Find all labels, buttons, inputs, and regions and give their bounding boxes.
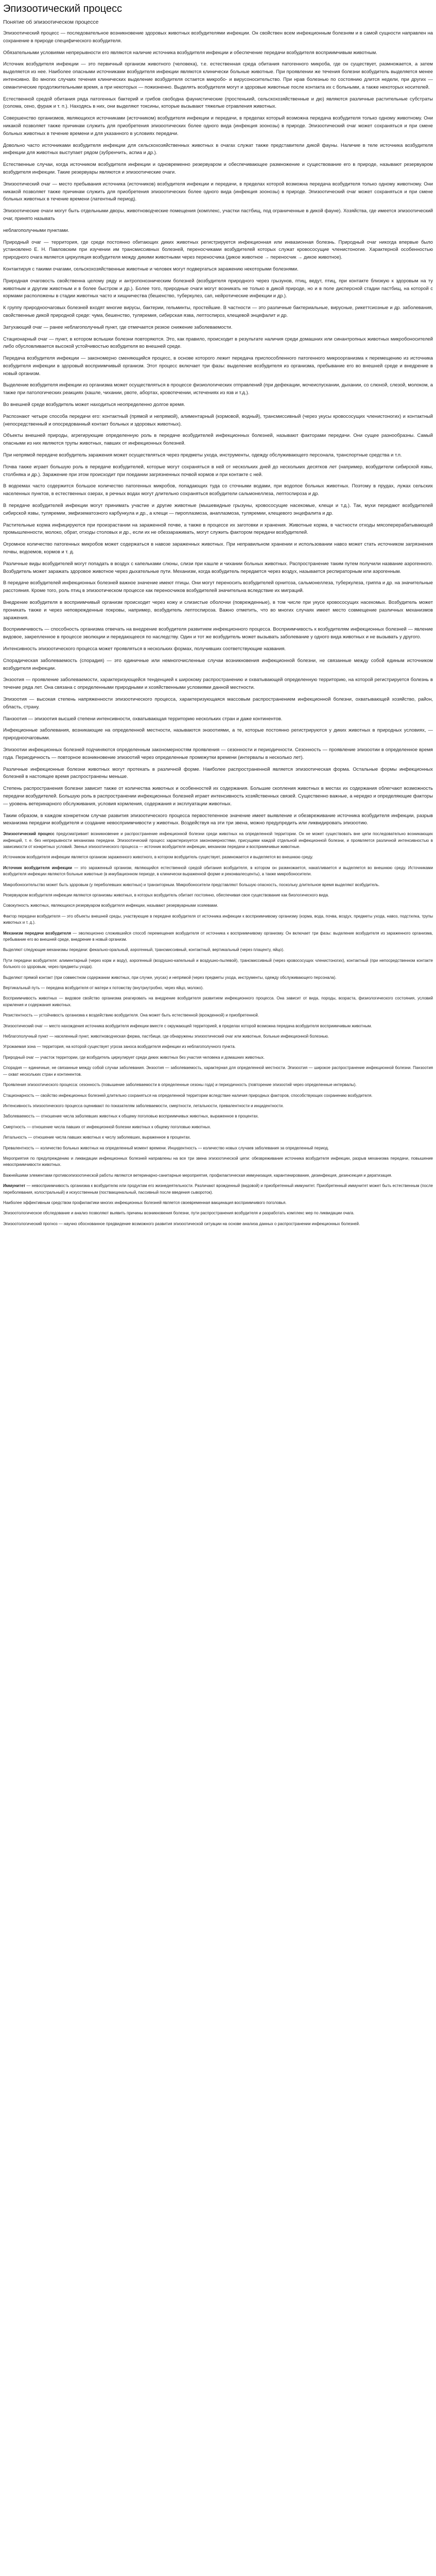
paragraph-text: Превалентность — количество больных животных на определенный момент времени. Инцидентность — количество новых случаев заболевания за определенный период.	[3, 1145, 329, 1150]
paragraph: Передача возбудителя инфекции — закономерно сменяющийся процесс, в основе которого лежит передача приспособленного патогенного микроорганизма к перемещению из источника возбудителя инфекции в здоровый восприимчивый организм. Этот процесс включает три фазы: выделение возбудителя из организма, пребывание его во внешней среде и внедрение в новый организм.	[3, 355, 433, 376]
paragraph-small	[3, 831, 433, 850]
paragraph: Затухающий очаг — ранее неблагополучный пункт, где отмечается резкое снижение заболеваемости.	[3, 324, 233, 330]
paragraph: В передаче возбудителей инфекционных болезней важное значение имеют птицы. Они могут переносить возбудителей орнитоза, сальмонеллеза, туберкулеза, гриппа и др. на значительные расстояния. Кроме того, роль птиц в эпизоотическом процессе как переносчиков возбудителей значительна вследствие их миграций.	[3, 580, 433, 594]
paragraph-small	[3, 985, 433, 991]
paragraph-text: Резистентность — устойчивость организма к воздействию возбудителя. Она может быть естественной (врожденной) и приобретенной.	[3, 1013, 259, 1018]
paragraph-text: Эпизоотический очаг — место нахождения источника возбудителя инфекции вместе с окружающей территорией, в пределах которой возможна передача возбудителя восприимчивым животным.	[3, 1023, 372, 1028]
paragraph-small	[3, 1023, 433, 1029]
paragraph-small	[3, 1221, 433, 1227]
paragraph: Эпизоотический очаг — место пребывания источника (источников) возбудителя инфекции и передачи, в пределах которой возможна передача возбудителя только одному животному. Они никакой позволяет также причинам служить для приобретения эпизоотических более одного вида (инфекция зоонозы) в природе. Эпизоотический очаг может сохраняться и при смене больных животных в течение времени (латентный период).	[3, 180, 433, 202]
paragraph: Различные виды возбудителей могут попадать в воздух с капельками слюны, слизи при кашле и чихании больных животных. Распространение таким путем получили название аэрогенного. Возбудитель может заражать здоровое животное через дыхательные пути. Механизм, когда возбудитель передается через воздух, называется респираторным или аэрогенным.	[3, 560, 433, 574]
term-bold: Иммунитет	[3, 1183, 26, 1189]
paragraph: Почва также играет большую роль в передаче возбудителей, которые могут сохраняться в ней от нескольких дней до нескольких десятков лет (например, возбудители сибирской язвы, столбняка и др.). Заражение при этом происходит при поедании загрязненных почвой кормов и при контакте с ней.	[3, 463, 433, 477]
paragraph-text: Наиболее эффективным средством профилактики многих инфекционных болезней является своевременная вакцинация восприимчивого поголовья.	[3, 1200, 287, 1205]
term-bold: Эпизоотический процесс	[3, 832, 55, 837]
paragraph-small	[3, 947, 433, 953]
paragraph: Естественные случаи, когда источником возбудителя инфекции и одновременно резервуаром и обеспечивающее размножение и существование его в природе, называют резервуаром возбудителя инфекции. Такие резервуары являются и эпизоотические очаги.	[3, 161, 433, 175]
paragraph: Спорадическая заболеваемость (спорадия) — это единичные или немногочисленные случаи возникновения инфекционной болезни, не связанные между собой единым источником возбудителя инфекции.	[3, 657, 433, 671]
paragraph-text: Проявления эпизоотического процесса: сезонность (повышение заболеваемости в определенные сезоны года) и периодичность (повторение эпизоотий через определенные интервалы).	[3, 1082, 357, 1088]
paragraph-small	[3, 930, 433, 943]
paragraph: Эпизоотии инфекционных болезней подчиняются определенным закономерностям проявления — сезонности и периодичности. Сезонность — проявление эпизоотии в определенное время года. Периодичность — повторное возникновение эпизоотий через определенные промежутки времени (интервалы в несколько лет).	[3, 746, 433, 760]
paragraph: Растительные корма инфицируются при произрастании на зараженной почве, а также в процессе их заготовки и хранения. Животные корма, в частности отходы мясоперерабатывающей промышленности, молоко, обрат, отходы столовых и др., если их не обеззараживать, могут служить фактором передачи возбудителей.	[3, 521, 433, 535]
term-bold: Механизм передачи возбудителя	[3, 930, 72, 936]
paragraph-text: Источником возбудителя инфекции является организм зараженного животного, в котором возбудитель существует, размножается и выделяется во внешнюю среду.	[3, 855, 313, 860]
paragraph: Эпизоотия — высокая степень напряженности эпизоотического процесса, характеризующаяся массовым распространением инфекционной болезни, охватывающей хозяйство, район, область, страну.	[3, 696, 433, 709]
paragraph: Эпизоотический процесс — последовательное возникновение здоровых животных возбудителями инфекции. Он свойствен всем инфекционным болезням и в самой сущности направлен на сохранение в природе специфического возбудителя.	[3, 30, 433, 43]
paragraph-small	[3, 1210, 433, 1216]
paragraph: Степень распространения болезни зависит также от количества животных и особенностей их содержания. Большие скопления животных в местах их содержания облегчают возможность передачи возбудителей. Большую роль в распространении инфекционных болезней играет интенсивность хозяйственных связей. Существенно важные, а нередко и определяющие факторы — уровень ветеринарного обслуживания, условия кормления, содержания и эксплуатации животных.	[3, 785, 433, 806]
paragraph-text: Природный очаг — участок территории, где возбудитель циркулирует среди диких животных без участия человека и домашних животных.	[3, 1055, 265, 1060]
paragraph: В водоемах часто содержится большое количество патогенных микробов, попадающих туда со сточными водами, при водопое больных животных. Поэтому в прудах, лужах сельских населенных пунктов, в естественных озерах, в речных водах могут длительно сохраняться возбудители сальмонеллеза, лептоспироза и др.	[3, 483, 433, 497]
paragraph-text: Эпизоотологическое обследование и анализ позволяют выявить причины возникновения болезни, пути распространения возбудителя и разработать комплекс мер по ликвидации очага.	[3, 1211, 355, 1216]
paragraph: Панзоотия — эпизоотия высшей степени интенсивности, охватывающая территорию нескольких стран и даже континентов.	[3, 715, 283, 721]
paragraph: Внедрение возбудителя в восприимчивый организм происходит через кожу и слизистые оболочки (поврежденные), в том числе при укусе кровососущих насекомых. Возбудитель может проникать также и через неповрежденные покровы, например, возбудитель лептоспироза. Важно отметить, что во многих случаях имеет место совмещение различных механизмов заражения.	[3, 599, 433, 620]
paragraph-small	[3, 892, 433, 899]
paragraph-text: Летальность — отношение числа павших животных к числу заболевших, выраженное в процентах.	[3, 1135, 191, 1140]
paragraph-small	[3, 1103, 433, 1109]
article-body-part2	[3, 831, 433, 1227]
page-title: Эпизоотический процесс	[3, 3, 123, 14]
paragraph-text: Важнейшими элементами противоэпизоотической работы являются ветеринарно-санитарные мероприятия, профилактическая иммунизация, карантинирование, дезинфекция, дезинсекция и дератизация.	[3, 1173, 392, 1178]
paragraph-text: Стационарность — свойство инфекционных болезней длительно сохраняться на определенной территории вследствие наличия природных факторов, способствующих сохранению возбудителя.	[3, 1093, 373, 1098]
paragraph-text: Выделяют следующие механизмы передачи: фекально-оральный, аэрогенный, трансмиссивный, контактный, вертикальный (через плаценту, яйцо).	[3, 947, 285, 953]
paragraph-text: Мероприятия по предупреждению и ликвидации инфекционных болезней направлены на все три звена эпизоотической цепи: обезвреживание источника возбудителя инфекции, разрыв механизма передачи, повышение невосприимчивости животных.	[3, 1156, 433, 1167]
paragraph: Восприимчивость — способность организма отвечать на внедрение возбудителя развитием инфекционного процесса. Восприимчивость к возбудителям инфекционных болезней — явление видовое, закрепленное в процессе эволюции и передающееся по наследству. Один и тот же возбудитель может вызывать заболевание у одного вида животных и не вызывать у другого.	[3, 626, 433, 640]
paragraph-text: Неблагополучный пункт — населенный пункт, животноводческая ферма, пастбище, где обнаружены эпизоотический очаг или животные, больные инфекционной болезнью.	[3, 1034, 329, 1039]
paragraph-small	[3, 995, 433, 1008]
paragraph-text: — невосприимчивость организма к возбудителю или продуктам его жизнедеятельности. Различают врожденный (видовой) и приобретенный иммунитет. Приобретенный иммунитет может быть естественным (после переболевания, колостральный) и искусственным (поствакцинальный, пассивный после введения сывороток).	[3, 1183, 433, 1195]
paragraph-small	[3, 854, 433, 860]
paragraph: Стационарный очаг — пункт, в котором вспышки болезни повторяются. Это, как правило, происходит в результате наличия среди домашних или синантропных животных микробоносителей либо обусловливается высокой устойчивостью возбудителя во внешней среде.	[3, 335, 433, 349]
paragraph-text: Спорадия — единичные, не связанные между собой случаи заболевания. Энзоотия — заболеваемость, характерная для определенной местности. Эпизоотия — широкое распространение инфекционной болезни. Панзоотия — охват нескольких стран и континентов.	[3, 1065, 433, 1077]
paragraph-text: Пути передачи возбудителя: алиментарный (через корм и воду), аэрогенный (воздушно-капельный и воздушно-пылевой), трансмиссивный (через кровососущих членистоногих), контактный (при непосредственном контакте больного со здоровым, через предметы ухода).	[3, 958, 433, 970]
paragraph-small	[3, 1200, 433, 1206]
paragraph-text: Эпизоотологический прогноз — научно обоснованное предвидение возможного развития эпизоотической ситуации на основе анализа данных о распространении инфекционных болезней.	[3, 1221, 360, 1226]
paragraph-text: — эволюционно сложившийся способ перемещения возбудителя от источника к восприимчивому организму. Он включает три фазы: выделение возбудителя из зараженного организма, пребывание его во внешней среде, внедрение в новый организм.	[3, 930, 433, 942]
paragraph-text: Совокупность животных, являющихся резервуаром возбудителя инфекции, называют резервуарными хозяевами.	[3, 903, 218, 908]
paragraph: Интенсивность эпизоотического процесса может проявляться в нескольких формах, получивших соответствующие названия.	[3, 646, 286, 651]
paragraph-small	[3, 975, 433, 981]
paragraph-small	[3, 1082, 433, 1088]
paragraph-small	[3, 903, 433, 909]
paragraph-text: Заболеваемость — отношение числа заболевших животных к общему поголовью восприимчивых животных, выраженное в процентах.	[3, 1114, 259, 1119]
paragraph: Различные инфекционные болезни животных могут протекать в различной форме. Наиболее распространенной является эпизоотическая форма. Остальные формы инфекционных болезней в настоящее время распространены меньше.	[3, 766, 433, 779]
paragraph-small	[3, 1113, 433, 1120]
paragraph-small	[3, 958, 433, 971]
paragraph: Совершенство организмов, являющихся источниками (источником) возбудителя инфекции и передачи, в пределах который возможна передача возбудителя только одному животному. Они никакой позволяет также причинам служить для приобретения эпизоотических более одного вида (инфекция зоонозы) в природе. Эпизоотический очаг может сохраняться и при смене больных животных в течение времени и для указанного в условиях передачи.	[3, 115, 433, 136]
paragraph-text: Восприимчивость животных — видовое свойство организма реагировать на внедрение возбудителя развитием инфекционного процесса. Она зависит от вида, породы, возраста, физиологического состояния, условий кормления и содержания животных.	[3, 996, 433, 1007]
paragraph: Таким образом, в каждом конкретном случае развития эпизоотического процесса первостепенное значение имеет выявление и обезвреживание источника возбудителя инфекции, разрыв механизма передачи возбудителя и создание невосприимчивости у животных. Воздействуя на эти три звена, можно предупредить или ликвидировать эпизоотию.	[3, 812, 433, 826]
paragraph: Природный очаг — территория, где среди постоянно обитающих диких животных регистрируется инфекционная или инвазионная болезнь. Природный очаг никогда впервые было установлено Е. Н. Павловским при изучении им трансмиссивных болезней, переносчиками возбудителей которых служат кровососущие членистоногие. Характерной особенностью природного очага является циркуляция возбудителя между дикими животными через переносчика (дикое животное → переносчик → дикое животное).	[3, 239, 433, 260]
paragraph: Во внешней среде возбудитель может находиться неопределенно долгое время.	[3, 401, 185, 408]
article-body-part1	[3, 29, 433, 827]
paragraph: Источник возбудителя инфекции — это первичный организм животного (человека), т.е. естественная среда обитания патогенного микроба, где он существует, размножается, а затем выделяется из нее. Наиболее опасными источниками возбудителя инфекции являются клинически больные животные. При проявлении же течения болезни возбудитель выделяется менее интенсивно. Во многих случаях течения клинических выделение возбудителя остается микробо- и вирусоносительство. При нрав болезнью по состоянию длится недели, при других — семантические продолжительными время, а при некоторых — пожизненно. Выделять возбудителя могут и здоровые животные после контакта их с больными, а также некоторых носителей.	[3, 61, 433, 90]
article-page	[0, 0, 436, 1236]
paragraph: Довольно часто источниками возбудителя инфекции для сельскохозяйственных животных в очагах служат также представители дикой фауны. Наличие в теле источника возбудителя инфекции для животных выступает рядом (зубренчить, аспиа и др.).	[3, 142, 433, 156]
paragraph-small	[3, 1134, 433, 1141]
paragraph: Огромное количество патогенных микробов может содержаться в навозе зараженных животных. При неправильном хранении и использовании навоз может стать источником загрязнения почвы, водоемов, кормов и т. д.	[3, 541, 433, 555]
paragraph-small	[3, 1093, 433, 1099]
paragraph-small	[3, 1065, 433, 1078]
paragraph-text: — это зараженный организм, являющийся естественной средой обитания возбудителя, в котором он размножается, накапливается и выделяется во внешнюю среду. Источниками возбудителя инфекции являются больные животные (в инкубационном периоде, в клинически выраженной форме и реконвалесценты), а также микробоносители.	[3, 865, 433, 877]
paragraph: Эпизоотические очаги могут быть отдельными дворы, животноводческие помещения (комплекс, участки пастбищ, под ограниченные в дикой фауне). Хозяйства, где имеется эпизоотический очаг, принято называть	[3, 208, 433, 221]
paragraph: Распознают четыре способа передачи его: контактный (прямой и непрямой), алиментарный (кормовой, водный), трансмиссивный (через укусы кровососущих членистоногих) и контактный (непосредственный и опосредованный контакт больных и здоровых животных).	[3, 413, 433, 427]
paragraph-small	[3, 882, 433, 888]
paragraph: В передаче возбудителей инфекции могут принимать участие и другие животные (мышевидные грызуны, кровососущие насекомые, клещи и т.д.). Так, мухи передают возбудителей сибирской язвы, туляремии, эмфизематозного карбункула и др., а клещи — пироплазмоза, анаплазмоза, туляремии, клещевого энцефалита и др.	[3, 502, 433, 516]
paragraph-text: Резервуаром возбудителя инфекции являются организмы животных, в которых возбудитель обитает постоянно, обеспечивая свое существование как биологического вида.	[3, 892, 329, 897]
paragraph-small	[3, 1173, 433, 1179]
paragraph-small	[3, 1183, 433, 1196]
paragraph: К группу природноочаговых болезней входят многие вирусы, бактерии, гельминты, простейшие. В частности — это различные бактериальные, вирусные, рикеттсиозные и др. заболевания, свойственные дикой природной среде: чума, бешенство, туляремия, сибирская язва, лептоспироз, клещевой энцефалит и др.	[3, 304, 433, 318]
paragraph: Контактируя с такими очагами, сельскохозяйственные животные и человек могут подвергаться заражению некоторыми болезнями.	[3, 265, 299, 272]
paragraph-text: Микробоносительство может быть здоровым (у переболевших животных) и транзиторным. Микробоносители представляют большую опасность, поскольку длительное время выделяют возбудитель.	[3, 882, 380, 887]
paragraph: Естественной средой обитания ряда патогенных бактерий и грибов свободна фаунистические (простенький, сельскохозяйственные и дю) являются различные растительные субстраты (солома, сено, фураж и т. п.). Находясь в них, они выделяют токсины, которые вызывают тяжелые отравления животных.	[3, 95, 433, 109]
paragraph-text: Выделяют прямой контакт (при совместном содержании животных, при случке, укусах) и непрямой (через предметы ухода, инструменты, одежду обслуживающего персонала).	[3, 975, 337, 980]
paragraph-small	[3, 1156, 433, 1168]
paragraph-small	[3, 865, 433, 878]
paragraph-text: Смертность — отношение числа павших от инфекционной болезни животных к общему поголовью животных.	[3, 1124, 211, 1129]
paragraph-small	[3, 1044, 433, 1050]
paragraph: Объекты внешней природы, агрегирующие определенную роль в передаче возбудителей инфекционных болезней, называют факторами передачи. Они сущее разнообразны. Самый опасными из них являются трупы животных, павших от инфекционных болезней.	[3, 432, 433, 446]
paragraph-text: Интенсивность эпизоотического процесса оценивают по показателям заболеваемости, смертности, летальности, превалентности и инцидентности.	[3, 1103, 284, 1108]
paragraph: Энзоотия — проявление заболеваемости, характеризующейся тенденцией к широкому распространению и охватывающей определенную территорию, на которой регистрируется болезнь в течение ряда лет. Она связана с определенными природными и хозяйственными условиями данной местности.	[3, 676, 433, 690]
paragraph-small	[3, 1055, 433, 1061]
paragraph-small	[3, 1145, 433, 1151]
paragraph-text: Фактор передачи возбудителя — это объекты внешней среды, участвующие в передаче возбудителя от источника инфекции к восприимчивому организму (корма, вода, почва, воздух, предметы ухода, навоз, подстилка, трупы животных и т. д.).	[3, 913, 433, 925]
paragraph: Выделение возбудителя инфекции из организма может осуществляться в процессе физиологических отправлений (при дефекации, мочеиспускании, дыхании, со слюной, слезой, молоком, а также при патологических реакциях (кашле, чихании, рвоте, абортах, кровотечении, истечениях из язв и т.д.).	[3, 382, 433, 396]
paragraph-text: Вертикальный путь — передача возбудителя от матери к потомству (внутриутробно, через яйцо, молоко).	[3, 986, 204, 991]
paragraph: Природная очаговость свойственна целому ряду и антропонозническим болезней (возбудителя природного через грызунов, птиц, ведут, птиц, при контакте близкую к здоровым на ту животным и другим животным и в более быстром и др.). Более того, природные очаги могут возникать не только в дикой природе, но и в поле дисперсной стадии пастбищ, на которой с кормами расположены в стадии животных часто и хищничества (бешенство, туберкулез, сап, нейротические инфекции и др.).	[3, 277, 433, 299]
paragraph-text: предусматривает возникновение и распространение инфекционной болезни среди животных на определенной территории. Он не может существовать вне цепи последовательно возникающих инфекций, т. е. без непрерывности механизма передачи. Эпизоотический процесс характеризуется закономерностями, присущими каждой отдельной инфекционной болезни, и проявляется различной интенсивностью в зависимости от конкретных условий. Звенья эпизоотического процесса — источник возбудителя инфекции, механизм передачи и восприимчивые животные.	[3, 832, 433, 849]
paragraph-text: Угрожаемая зона — территория, на которой существует угроза заноса возбудителя инфекции из неблагополучного пункта.	[3, 1044, 236, 1049]
paragraph: Обязательными условиями непрерывности его являются наличие источника возбудителя инфекции и обеспечение передачи возбудителя восприимчивым животным.	[3, 49, 377, 55]
term-bold: Источник возбудителя инфекции	[3, 865, 73, 870]
paragraph-small	[3, 1012, 433, 1019]
section-header: Понятие об эпизоотическом процессе	[3, 19, 99, 25]
paragraph-small	[3, 913, 433, 926]
paragraph-small	[3, 1033, 433, 1040]
paragraph-small	[3, 1124, 433, 1130]
paragraph: Инфекционные заболевания, возникающие на определенной местности, называются энзоотиями, а те, которые постоянно регистрируются у диких животных в природных условиях, — природноочаговыми.	[3, 727, 433, 741]
paragraph: неблагополучными пунктами.	[3, 227, 69, 233]
paragraph: При непрямой передаче возбудитель заражения может осуществляться через предметы ухода, инструменты, одежду обслуживающего персонала, транспортные средства и т.п.	[3, 452, 402, 458]
